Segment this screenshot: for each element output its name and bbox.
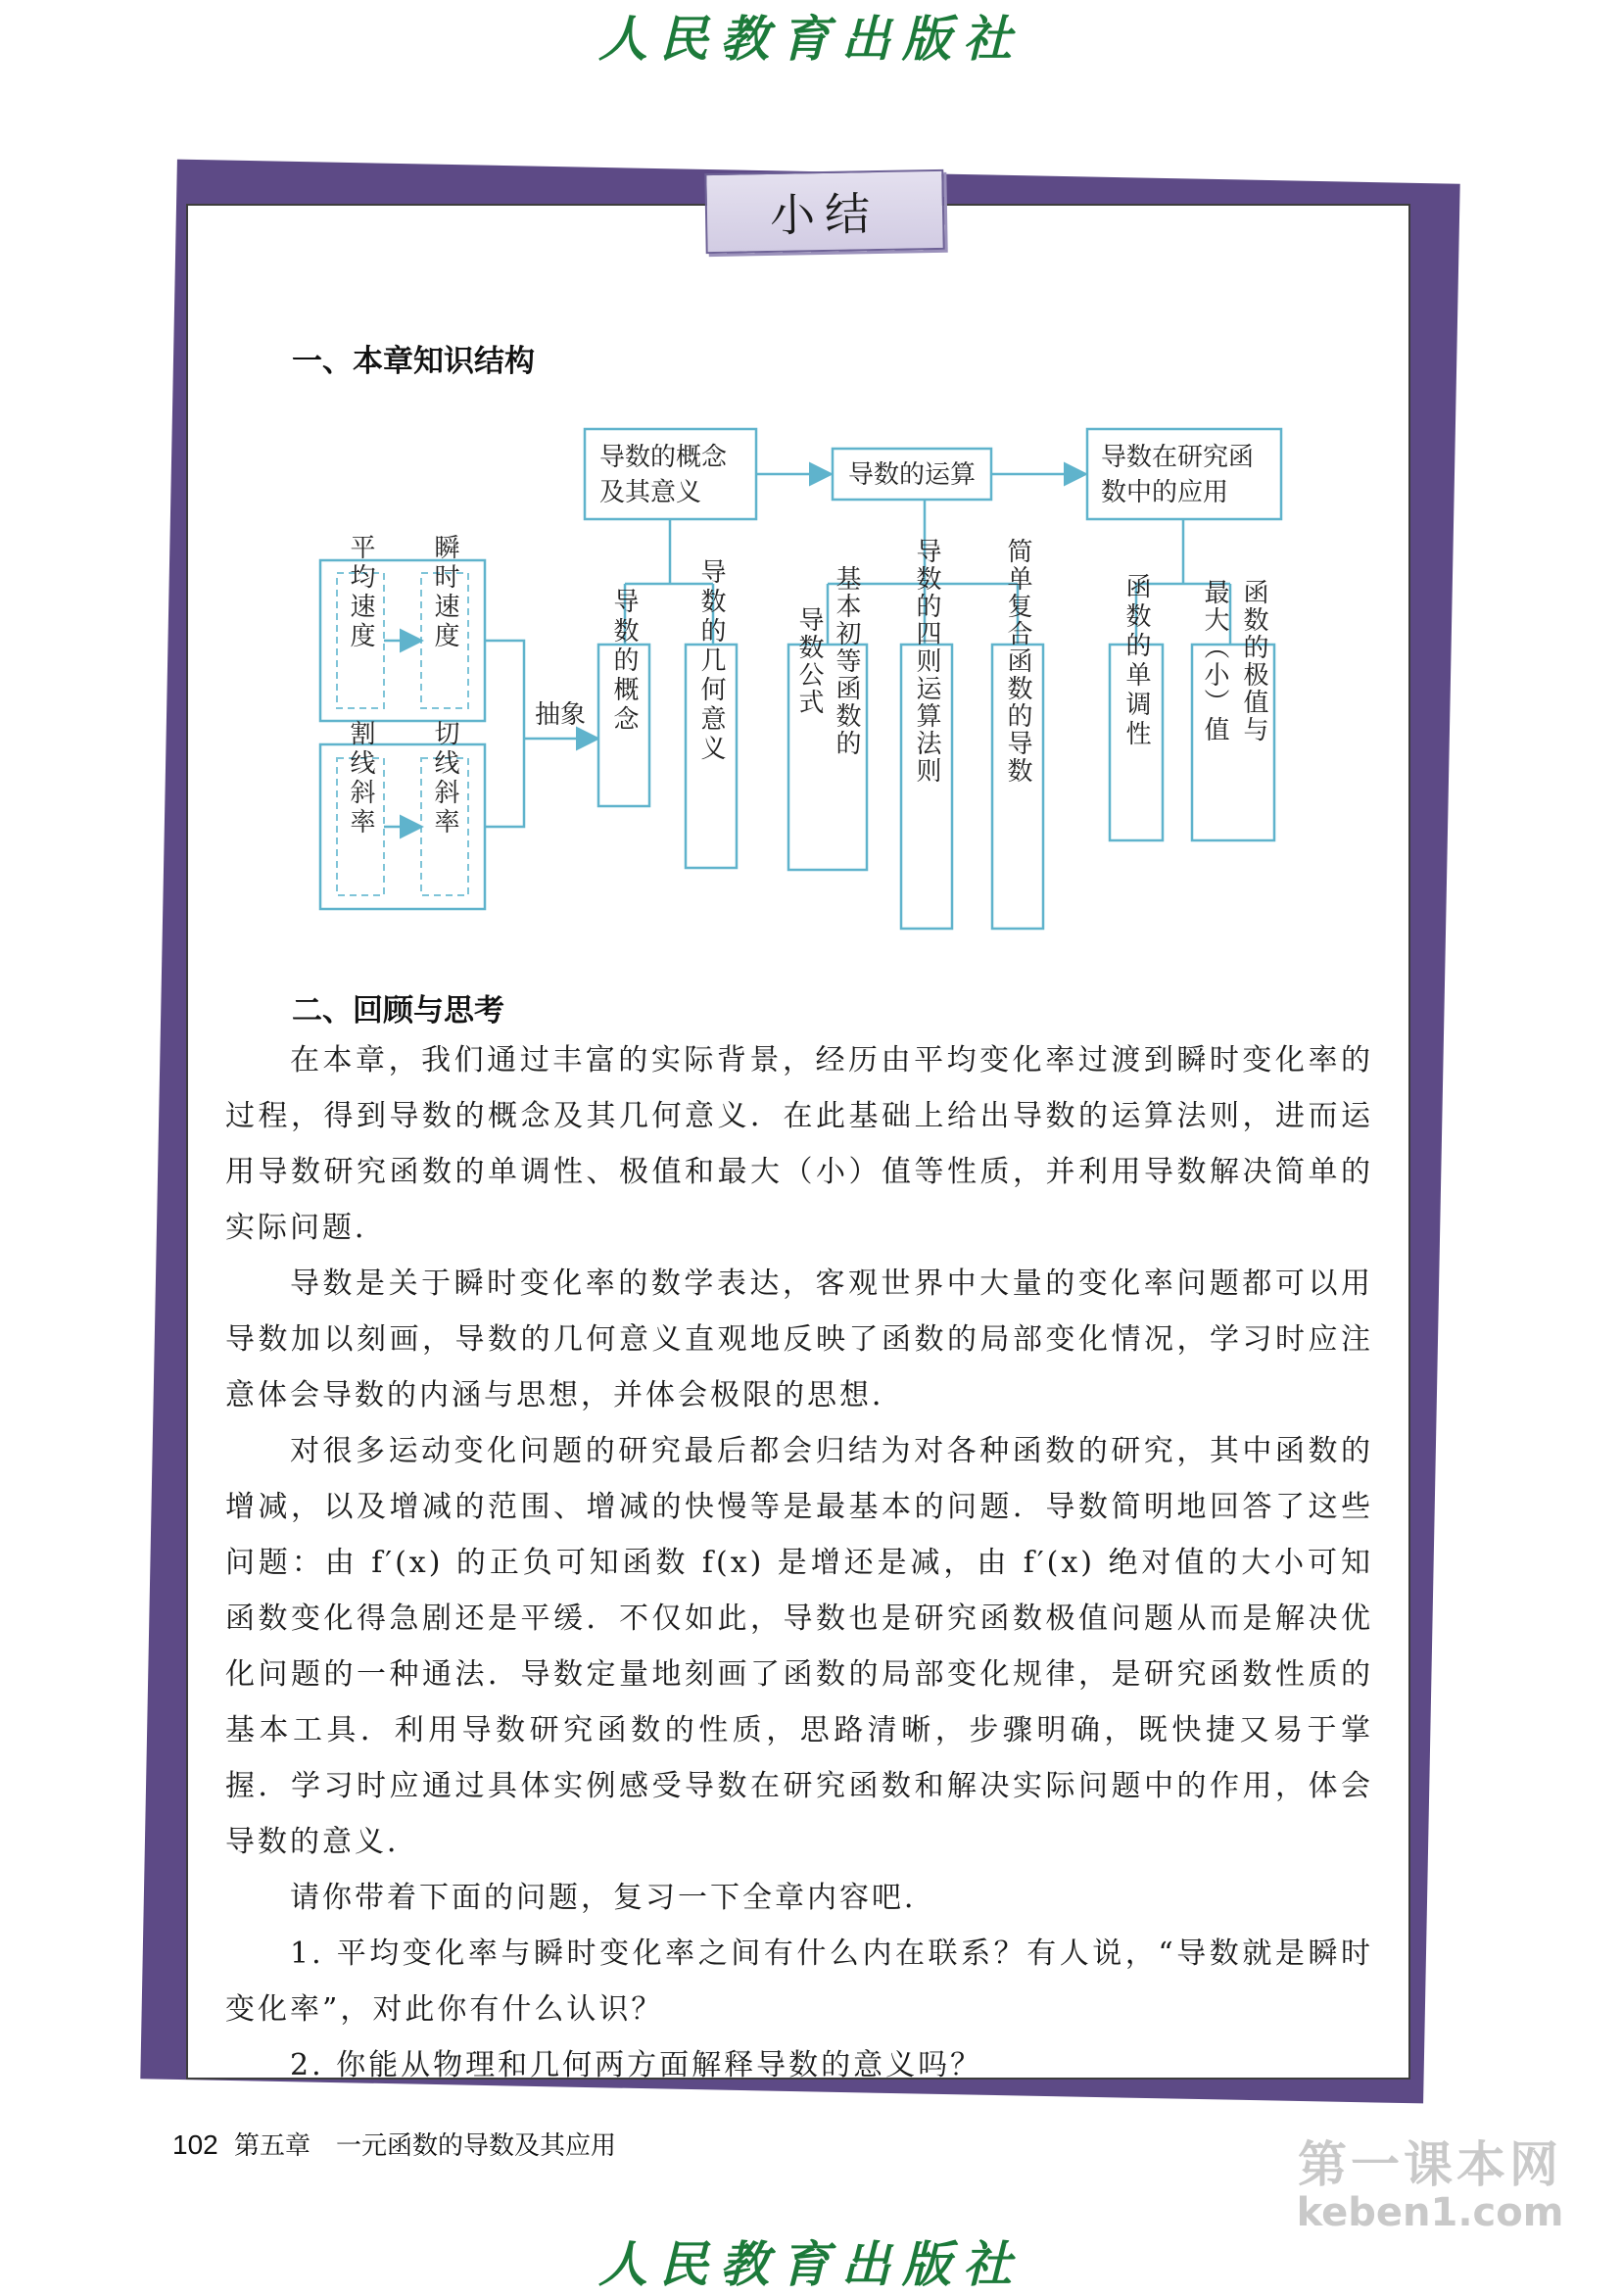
section2-heading: 二、回顾与思考 [292, 993, 504, 1028]
paragraph-3: 对很多运动变化问题的研究最后都会归结为对各种函数的研究，其中函数的增减，以及增减的范围、增减的快慢等是最基本的问题．导数简明地回答了这些问题：由 f′(x) 的正负可知函数 f(x) 是增还是减，由 f′(x) 绝对值的大小可知函数变化得急剧还是平缓．不仅如此，导数也是研究函数极值问题从而是解决优化问题的一种通法．导数定量地刻画了函数的局部变化规律，是研究函数性质的基本工具．利用导数研究函数的性质，思路清晰，步骤明确，既快捷又易于掌握．学习时应通过具体实例感受导数在研究函数和解决实际问题中的作用，体会导数的意义． [225, 1434, 1373, 1859]
watermark [1268, 2126, 1592, 2235]
box-concept-line2: 及其意义 [599, 478, 702, 507]
paragraph-4: 请你带着下面的问题，复习一下全章内容吧． [290, 1881, 936, 1915]
avg-speed-label: 平均速度 [346, 534, 375, 651]
box-operation-label: 导数的运算 [848, 460, 977, 490]
watermark-cn: 第一课本网 [1298, 2136, 1562, 2193]
application-child-2-line2: 最大（小）值 [1200, 579, 1229, 743]
section1-heading: 一、本章知识结构 [292, 344, 535, 379]
question-1: 1. 平均变化率与瞬时变化率之间有什么内在联系？有人说，“导数就是瞬时变化率”，对此你有什么认识？ [225, 1937, 1373, 2027]
inst-speed-label: 瞬时速度 [430, 534, 459, 651]
review-text [225, 1032, 1373, 2093]
paragraph-1: 在本章，我们通过丰富的实际背景，经历由平均变化率过渡到瞬时变化率的过程，得到导数的概念及其几何意义．在此基础上给出导数的运算法则，进而运用导数研究函数的单调性、极值和最大（小）值等性质，并利用导数解决简单的实际问题． [225, 1043, 1373, 1245]
concept-child-1: 导数的概念 [609, 588, 639, 735]
operation-child-1-line2: 导数公式 [794, 606, 824, 716]
operation-child-3: 简单复合函数的导数 [1003, 538, 1032, 785]
paragraph-2: 导数是关于瞬时变化率的数学表达，客观世界中大量的变化率问题都可以用导数加以刻画，导数的几何意义直观地反映了函数的局部变化情况，学习时应注意体会导数的内涵与思想，并体会极限的思想． [225, 1267, 1373, 1412]
secant-slope-label: 割线斜率 [346, 720, 375, 837]
page-title: 小结 [769, 187, 881, 242]
tangent-slope-label: 切线斜率 [430, 720, 459, 837]
watermark-en: keben1.com [1296, 2190, 1564, 2235]
publisher-logo-bottom: 人民教育出版社 [598, 2235, 1024, 2293]
question-2: 2. 你能从物理和几何两方面解释导数的意义吗？ [290, 2048, 983, 2082]
left-bracket [485, 641, 524, 827]
box-application-line1: 导数在研究函 [1101, 443, 1255, 472]
abstraction-label: 抽象 [535, 700, 587, 730]
knowledge-structure-diagram [0, 0, 1622, 940]
chapter-title: 第五章 一元函数的导数及其应用 [233, 2131, 616, 2161]
operation-child-2: 导数的四则运算法则 [912, 538, 941, 785]
application-child-2-line1: 函数的极值与 [1239, 579, 1268, 743]
application-child-1: 函数的单调性 [1121, 573, 1151, 749]
concept-child-2: 导数的几何意义 [696, 558, 726, 764]
publisher-logo-top: 人民教育出版社 [598, 10, 1024, 68]
page-footer [172, 2126, 616, 2162]
box-concept-line1: 导数的概念 [599, 443, 728, 472]
box-application-line2: 数中的应用 [1101, 478, 1229, 507]
page-number: 102 [172, 2129, 218, 2160]
operation-child-1-line1: 基本初等函数的 [832, 565, 861, 757]
